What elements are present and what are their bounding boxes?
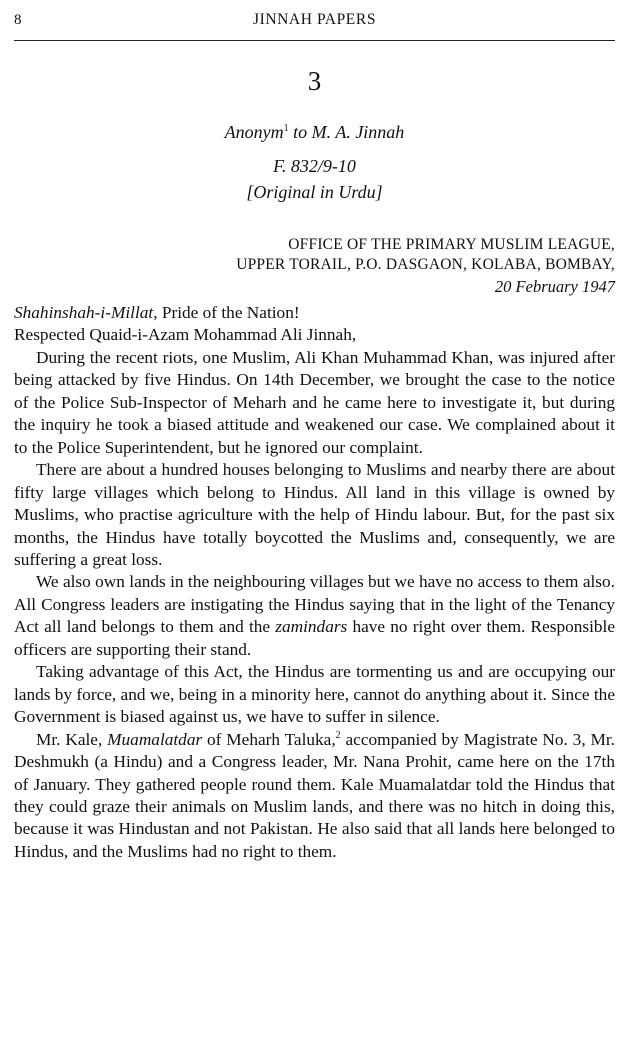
sender-address-line-1: OFFICE OF THE PRIMARY MUSLIM LEAGUE, bbox=[288, 236, 615, 253]
page-number: 8 bbox=[14, 12, 22, 28]
running-header bbox=[0, 8, 629, 36]
letter-body bbox=[14, 302, 615, 863]
paragraph-3-part-b: have no right over them. Responsible officers are supporting their stand. bbox=[14, 617, 615, 659]
salutation-title: Shahinshah-i-Millat bbox=[14, 303, 154, 322]
letter-date: 20 February 1947 bbox=[494, 277, 615, 296]
paragraph-5-part-a: Mr. Kale, bbox=[36, 729, 108, 749]
paragraph-1: During the recent riots, one Muslim, Ali Khan Muhammad Khan, was injured after being attacked by five Hindus. On 14th December, we brought the case to the notice of the Police Sub-Inspector of Meharh and he came here to investigate it, but during the inquiry he took a biased attitude and weakened our case. We complained about it to the Police Superintendent, but he ignored our complaint. bbox=[14, 347, 615, 457]
title-from: Anonym bbox=[224, 122, 284, 142]
paragraph-2: There are about a hundred houses belonging to Muslims and nearby there are about fifty large villages which belong to Hindus. All land in this village is owned by Muslims, who practise agriculture with the help of Hindu labour. But, for the past six months, the Hindus have totally boycotted the Muslims and, consequently, we are suffering a great loss. bbox=[14, 460, 615, 569]
salutation bbox=[14, 302, 615, 324]
paragraph-3-part-a: We also own lands in the neighbouring villages but we have no access to them also. All Congress leaders are instigating the Hindus saying that in the light of the Tenancy Act all land belongs to them and the bbox=[14, 572, 615, 637]
salutation-addressee: Respected Quaid-i-Azam Mohammad Ali Jinnah, bbox=[14, 325, 357, 345]
paragraph-3 bbox=[14, 571, 615, 661]
file-reference: F. 832/9-10 bbox=[273, 156, 356, 176]
title-to: to M. A. Jinnah bbox=[288, 122, 405, 142]
footnote-marker-2: 2 bbox=[335, 729, 341, 741]
document-number: 3 bbox=[307, 66, 322, 96]
salutation-rest: , Pride of the Nation! bbox=[153, 303, 300, 322]
header-rule bbox=[14, 40, 615, 41]
paragraph-5-part-c: accompanied by Magistrate No. 3, Mr. Deshmukh (a Hindu) and a Congress leader, Mr. Nana Prohit, came here on the 17th of January. They gathered people round them. Kale Muamalatdar told the Hindus that they could graze their animals on Muslim lands, and there was no hitch in doing this, because it was Hindustan and not Pakistan. He also said that all lands here belonged to Hindus, and the Muslims had no right to them. bbox=[14, 729, 615, 861]
paragraph-4: Taking advantage of this Act, the Hindus are tormenting us and are occupying our lands by force, and we, being in a minority here, cannot do anything about it. Since the Government is biased against us, we have to suffer in silence. bbox=[14, 662, 615, 727]
footnote-marker-1: 1 bbox=[283, 123, 289, 134]
paragraph-5 bbox=[14, 729, 615, 864]
original-language-note: [Original in Urdu] bbox=[246, 182, 383, 202]
running-head-title: JINNAH PAPERS bbox=[252, 11, 377, 28]
sender-address-line-2: UPPER TORAIL, P.O. DASGAON, KOLABA, BOMBAY, bbox=[236, 256, 615, 273]
paragraph-5-part-b: of Meharh Taluka, bbox=[202, 729, 336, 749]
paragraph-5-italic: Muamalatdar bbox=[107, 729, 203, 749]
paragraph-3-italic: zamindars bbox=[275, 617, 348, 637]
document-title bbox=[0, 122, 629, 143]
